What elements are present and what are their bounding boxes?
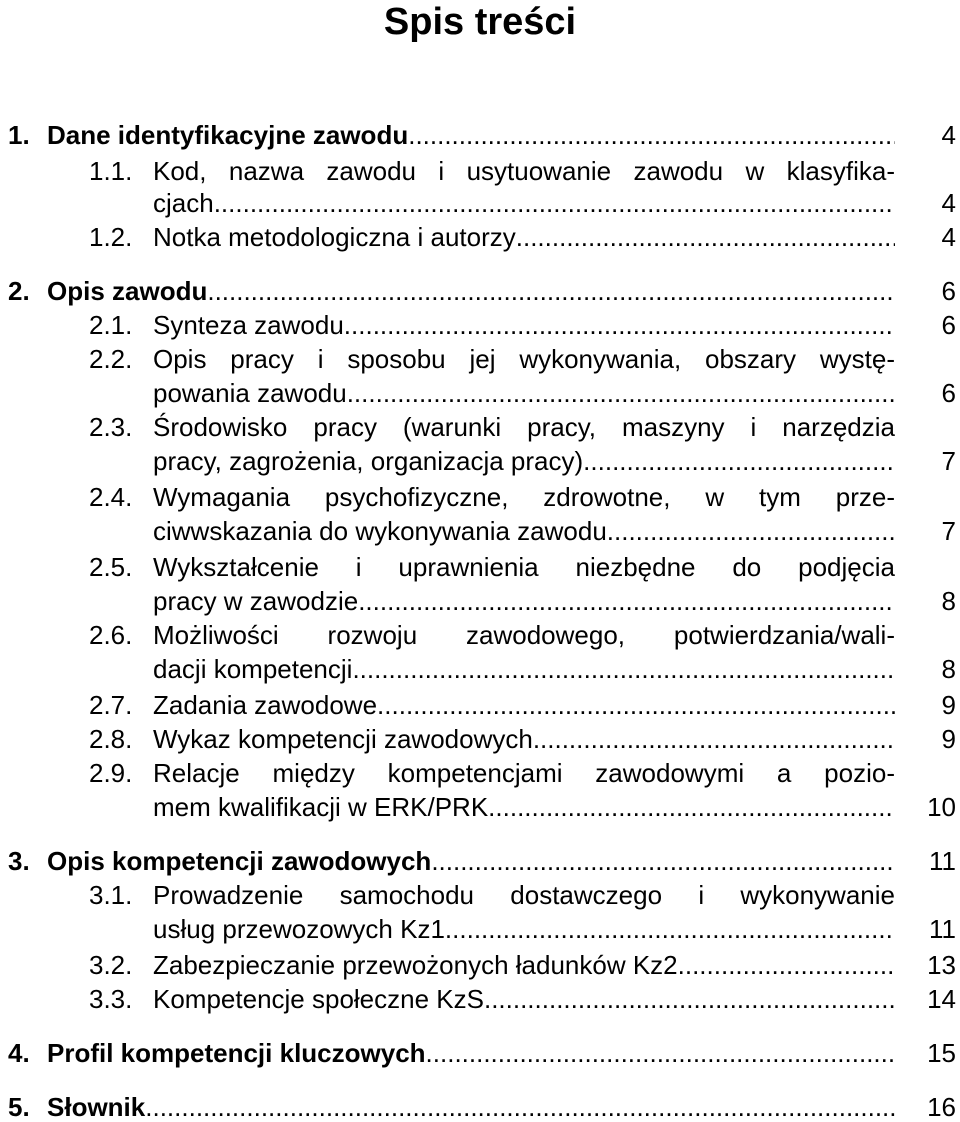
toc-page-number: 15 xyxy=(927,1038,956,1068)
toc-page-number: 6 xyxy=(941,310,956,340)
toc-page-number: 4 xyxy=(941,120,956,150)
toc-page-number: 8 xyxy=(941,654,956,684)
toc-page-number: 9 xyxy=(941,724,956,754)
dot-leader xyxy=(678,950,895,980)
toc-entry-label: dacji kompetencji xyxy=(153,654,353,684)
dot-leader xyxy=(408,120,895,150)
toc-page-number: 14 xyxy=(927,984,956,1014)
toc-entry-number: 2.8. xyxy=(89,724,133,754)
dot-leader xyxy=(431,846,895,876)
toc-entry-number: 2.2. xyxy=(89,344,133,374)
toc-page-number: 7 xyxy=(941,516,956,546)
toc-entry-text[interactable]: Relacje między kompetencjami zawodowymi a pozio- xyxy=(153,758,895,788)
toc-entry-label: Notka metodologiczna i autorzy xyxy=(153,222,516,252)
toc-entry-number: 1.2. xyxy=(89,222,133,252)
toc-entry-label: mem kwalifikacji w ERK/PRK xyxy=(153,792,489,822)
toc-entry-link[interactable] xyxy=(153,222,895,252)
dot-leader xyxy=(214,188,895,218)
toc-entry-label: Zabezpieczanie przewożonych ładunków Kz2 xyxy=(153,950,678,980)
toc-entry-label: Słownik xyxy=(47,1092,146,1122)
toc-entry-label: Profil kompetencji kluczowych xyxy=(47,1038,426,1068)
dot-leader xyxy=(484,984,895,1014)
dot-leader xyxy=(377,690,895,720)
dot-leader xyxy=(352,654,895,684)
toc-entry-text[interactable]: Możliwości rozwoju zawodowego, potwierdzania/wali- xyxy=(153,620,895,650)
toc-page-number: 4 xyxy=(941,188,956,218)
toc-page-number: 11 xyxy=(929,914,956,944)
toc-entry-number: 2.7. xyxy=(89,690,133,720)
toc-entry-link[interactable] xyxy=(153,654,895,684)
toc-entry-link[interactable] xyxy=(47,120,895,150)
toc-entry-text[interactable]: Środowisko pracy (warunki pracy, maszyny i narzędzia xyxy=(153,412,895,442)
dot-leader xyxy=(344,310,895,340)
toc-entry-number: 4. xyxy=(8,1038,30,1068)
toc-page-number: 6 xyxy=(941,378,956,408)
toc-entry-link[interactable] xyxy=(153,914,895,944)
toc-entry-link[interactable] xyxy=(153,378,895,408)
toc-entry-link[interactable] xyxy=(153,984,895,1014)
toc-page-number: 7 xyxy=(941,446,956,476)
toc-entry-label: usług przewozowych Kz1 xyxy=(153,914,445,944)
dot-leader xyxy=(607,516,895,546)
toc-page-number: 9 xyxy=(941,690,956,720)
toc-entry-link[interactable] xyxy=(153,188,895,218)
toc-entry-link[interactable] xyxy=(47,1038,895,1068)
toc-entry-link[interactable] xyxy=(153,950,895,980)
toc-page-number: 6 xyxy=(941,276,956,306)
toc-entry-label: Wykaz kompetencji zawodowych xyxy=(153,724,533,754)
toc-entry-number: 2.5. xyxy=(89,552,133,582)
toc-entry-link[interactable] xyxy=(153,310,895,340)
toc-entry-label: Zadania zawodowe xyxy=(153,690,378,720)
toc-page-number: 11 xyxy=(929,846,956,876)
toc-entry-label: cjach xyxy=(153,188,214,218)
toc-entry-label: Opis zawodu xyxy=(47,276,208,306)
toc-entry-link[interactable] xyxy=(153,724,895,754)
toc-entry-text[interactable]: Prowadzenie samochodu dostawczego i wykonywanie xyxy=(153,880,895,910)
toc-page-number: 4 xyxy=(941,222,956,252)
toc-page-number: 10 xyxy=(927,792,956,822)
toc-entry-text[interactable]: Wykształcenie i uprawnienia niezbędne do podjęcia xyxy=(153,552,895,582)
toc-entry-number: 3.2. xyxy=(89,950,133,980)
toc-entry-text[interactable]: Opis pracy i sposobu jej wykonywania, obszary wystę- xyxy=(153,344,895,374)
toc-entry-label: powania zawodu xyxy=(153,378,347,408)
toc-entry-number: 1.1. xyxy=(89,156,133,186)
toc-entry-text[interactable]: Wymagania psychofizyczne, zdrowotne, w tym prze- xyxy=(153,482,895,512)
dot-leader xyxy=(358,586,895,616)
dot-leader xyxy=(347,378,895,408)
toc-entry-link[interactable] xyxy=(153,690,895,720)
toc-entry-number: 2.3. xyxy=(89,412,133,442)
dot-leader xyxy=(533,724,895,754)
toc-entry-number: 2.4. xyxy=(89,482,133,512)
toc-entry-label: pracy, zagrożenia, organizacja pracy) xyxy=(153,446,584,476)
toc-entry-label: Opis kompetencji zawodowych xyxy=(47,846,432,876)
toc-entry-number: 5. xyxy=(8,1092,30,1122)
dot-leader xyxy=(445,914,895,944)
dot-leader xyxy=(145,1092,895,1122)
toc-entry-number: 2.6. xyxy=(89,620,133,650)
toc-entry-number: 3.3. xyxy=(89,984,133,1014)
toc-entry-number: 1. xyxy=(8,120,30,150)
toc-entry-number: 2. xyxy=(8,276,30,306)
toc-entry-label: Kompetencje społeczne KzS xyxy=(153,984,484,1014)
toc-entry-link[interactable] xyxy=(153,586,895,616)
toc-entry-number: 2.1. xyxy=(89,310,133,340)
toc-entry-link[interactable] xyxy=(153,446,895,476)
toc-page-number: 13 xyxy=(927,950,956,980)
toc-entry-link[interactable] xyxy=(47,846,895,876)
toc-entry-number: 3. xyxy=(8,846,30,876)
dot-leader xyxy=(426,1038,895,1068)
toc-entry-label: pracy w zawodzie xyxy=(153,586,359,616)
toc-entry-link[interactable] xyxy=(47,276,895,306)
dot-leader xyxy=(516,222,895,252)
page-title: Spis treści xyxy=(383,1,577,43)
toc-page-number: 16 xyxy=(927,1092,956,1122)
toc-entry-number: 3.1. xyxy=(89,880,133,910)
dot-leader xyxy=(207,276,895,306)
toc-entry-number: 2.9. xyxy=(89,758,133,788)
dot-leader xyxy=(583,446,895,476)
toc-page-number: 8 xyxy=(941,586,956,616)
toc-entry-label: Dane identyfikacyjne zawodu xyxy=(47,120,409,150)
toc-entry-link[interactable] xyxy=(153,792,895,822)
toc-entry-label: ciwwskazania do wykonywania zawodu xyxy=(153,516,607,546)
toc-entry-link[interactable] xyxy=(47,1092,895,1122)
toc-entry-text[interactable]: Kod, nazwa zawodu i usytuowanie zawodu w klasyfika- xyxy=(153,156,895,186)
toc-entry-link[interactable] xyxy=(153,516,895,546)
dot-leader xyxy=(488,792,895,822)
toc-entry-label: Synteza zawodu xyxy=(153,310,344,340)
